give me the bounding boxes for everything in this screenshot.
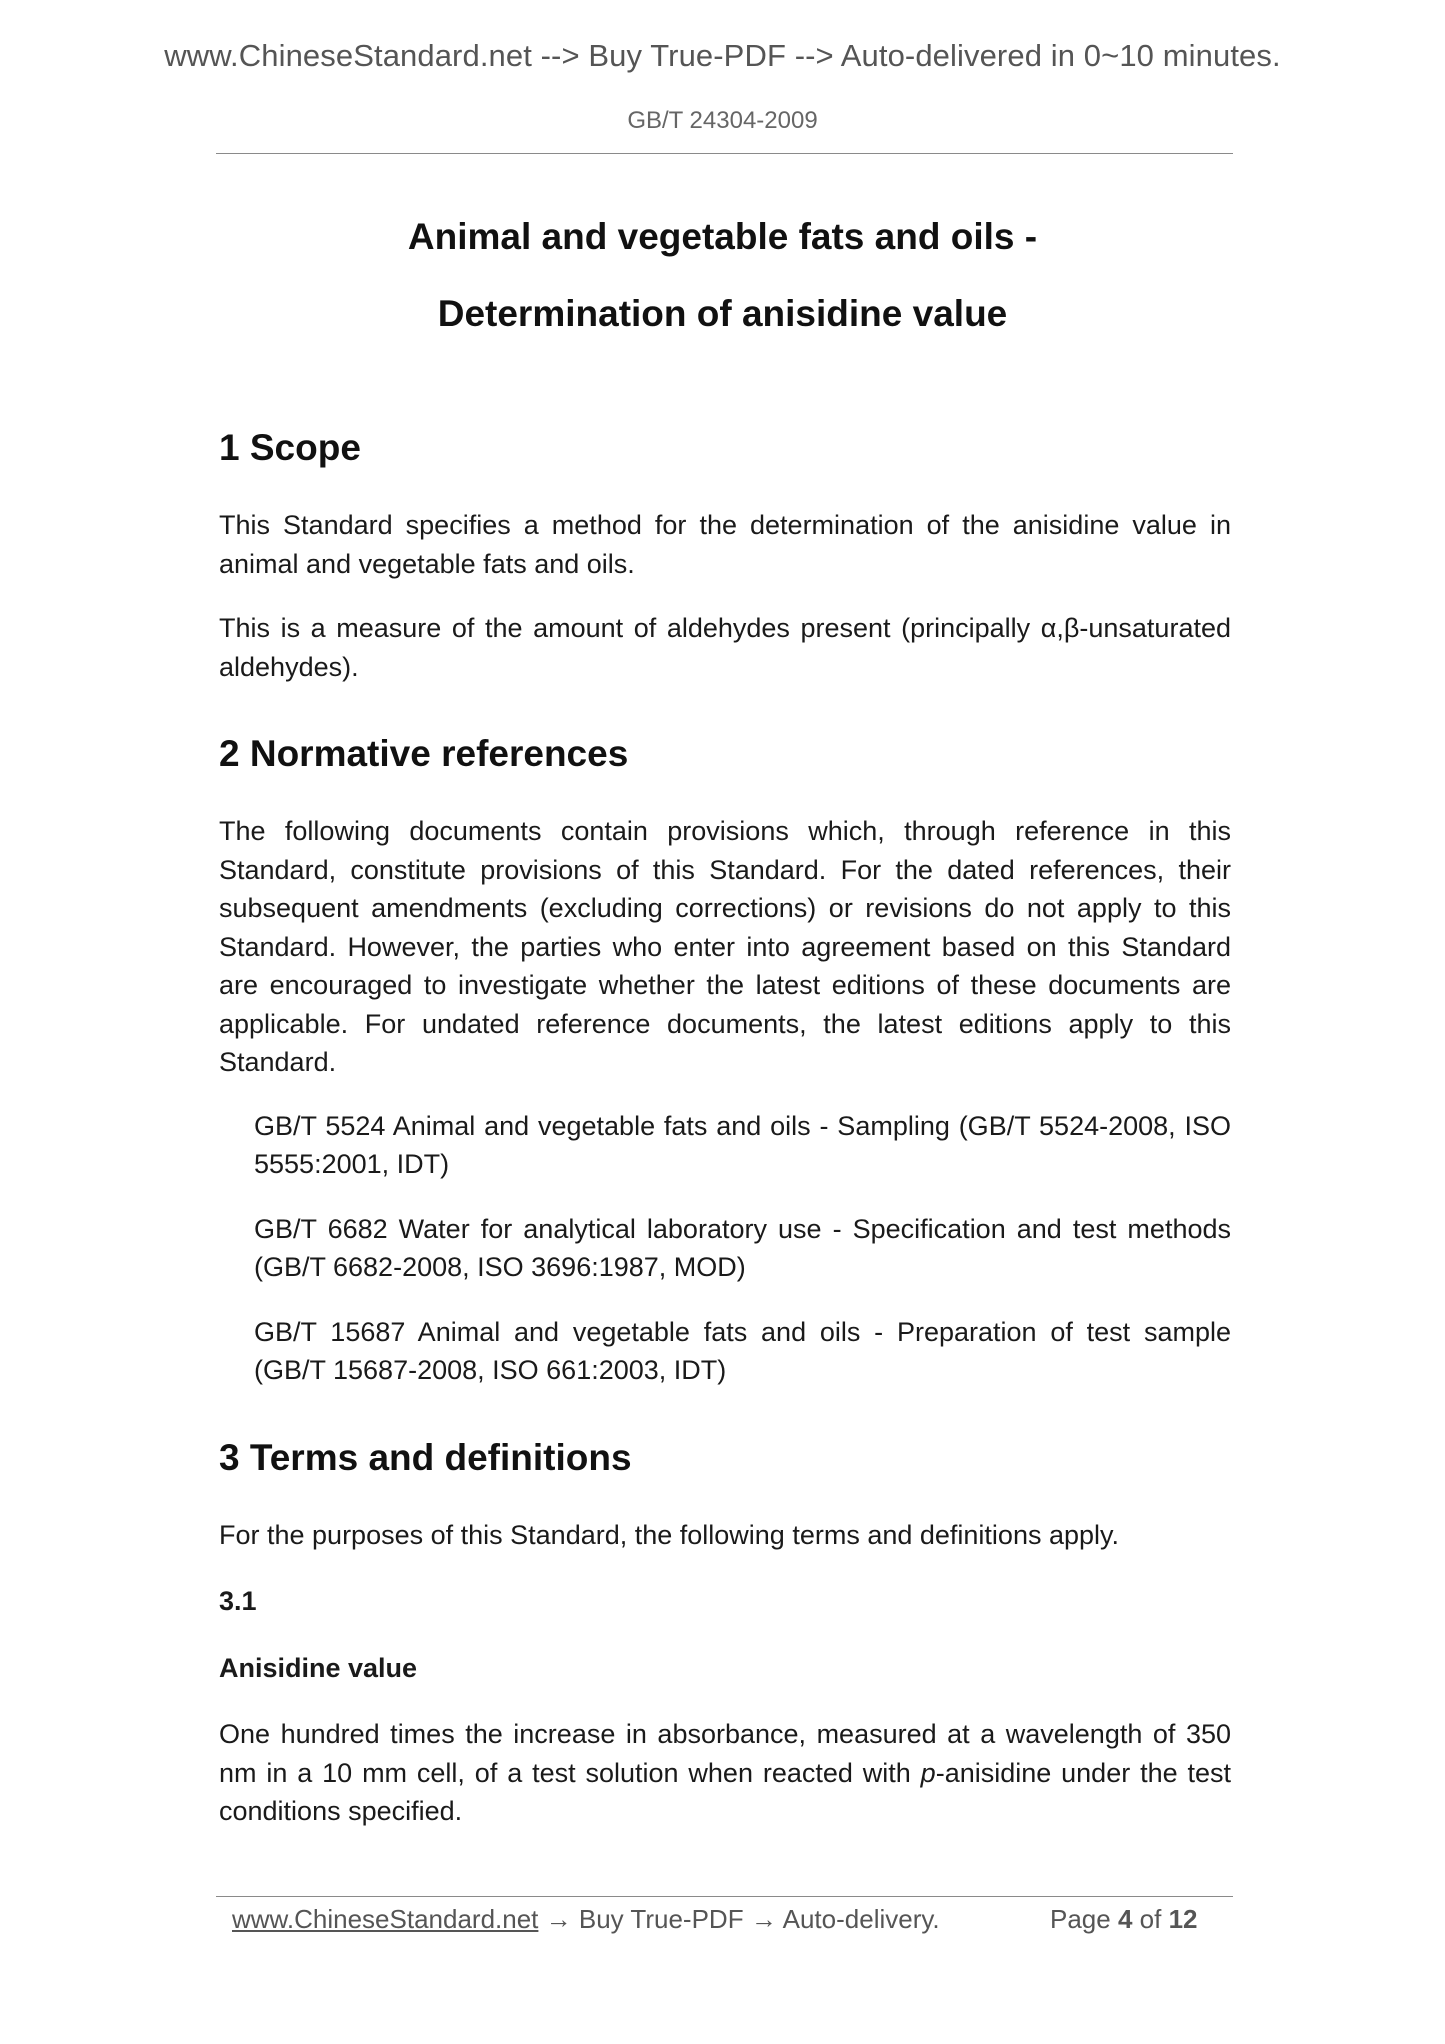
page-label: Page xyxy=(1050,1904,1111,1934)
page-total: 12 xyxy=(1168,1904,1198,1934)
header-divider xyxy=(216,153,1233,154)
reference-item: GB/T 15687 Animal and vegetable fats and oils - Preparation of test sample (GB/T 15687-2008, ISO 661:2003, IDT) xyxy=(254,1316,1231,1385)
page-number: 4 xyxy=(1117,1904,1133,1934)
scope-paragraph-2: This is a measure of the amount of aldehydes present (principally α,β-unsaturated aldehydes). xyxy=(219,613,1231,682)
arrow-icon: → xyxy=(545,1904,572,1934)
term-definition xyxy=(219,1715,1231,1831)
section-heading-terms: 3 Terms and definitions xyxy=(219,1436,632,1478)
section-heading-scope: 1 Scope xyxy=(219,427,361,468)
definition-text-end: -anisidine under the test conditions specified. xyxy=(219,1757,1231,1826)
reference-item: GB/T 5524 Animal and vegetable fats and oils - Sampling (GB/T 5524-2008, ISO 5555:2001, IDT) xyxy=(254,1110,1231,1179)
definition-italic-p: p xyxy=(920,1757,936,1788)
arrow-icon: → xyxy=(750,1904,777,1934)
footer-divider xyxy=(216,1896,1233,1897)
top-banner: www.ChineseStandard.net --> Buy True-PDF --> Auto-delivered in 0~10 minutes. xyxy=(164,38,1281,73)
document-body xyxy=(219,420,1231,1831)
footer-delivery-text: Auto-delivery. xyxy=(782,1904,940,1934)
page-indicator xyxy=(1050,1904,1198,1935)
doc-title-line-1: Animal and vegetable fats and oils - xyxy=(407,216,1038,257)
doc-code: GB/T 24304-2009 xyxy=(627,107,818,134)
term-number: 3.1 xyxy=(219,1586,257,1616)
section-heading-normative-references: 2 Normative references xyxy=(219,733,629,774)
doc-title-line-2: Determination of anisidine value xyxy=(437,293,1008,334)
terms-paragraph: For the purposes of this Standard, the following terms and definitions apply. xyxy=(219,1519,1120,1550)
scope-paragraph-1: This Standard specifies a method for the determination of the anisidine value in animal and vegetable fats and oils. xyxy=(219,510,1231,579)
normative-paragraph: The following documents contain provisions which, through reference in this Standard, constitute provisions of this Standard. For the dated references, their subsequent amendments (excluding corrections) or revisions do not apply to this Standard. However, the parties who enter into agreement based on this Standard are encouraged to investigate whether the latest editions of these documents are applicable. For undated reference documents, the latest editions apply to this Standard. xyxy=(219,816,1231,1077)
reference-item: GB/T 6682 Water for analytical laboratory use - Specification and test methods (GB/T 6682-2008, ISO 3696:1987, MOD) xyxy=(254,1213,1231,1282)
definition-text: One hundred times the increase in absorbance, measured at a wavelength of 350 nm in a 10 mm cell, of a test solution when reacted with xyxy=(219,1719,1231,1788)
page-footer xyxy=(232,1904,1222,1935)
footer-site-link[interactable]: www.ChineseStandard.net xyxy=(232,1904,539,1934)
of-label: of xyxy=(1139,1904,1162,1934)
footer-buy-text: Buy True-PDF xyxy=(578,1904,744,1934)
term-name: Anisidine value xyxy=(219,1652,418,1683)
